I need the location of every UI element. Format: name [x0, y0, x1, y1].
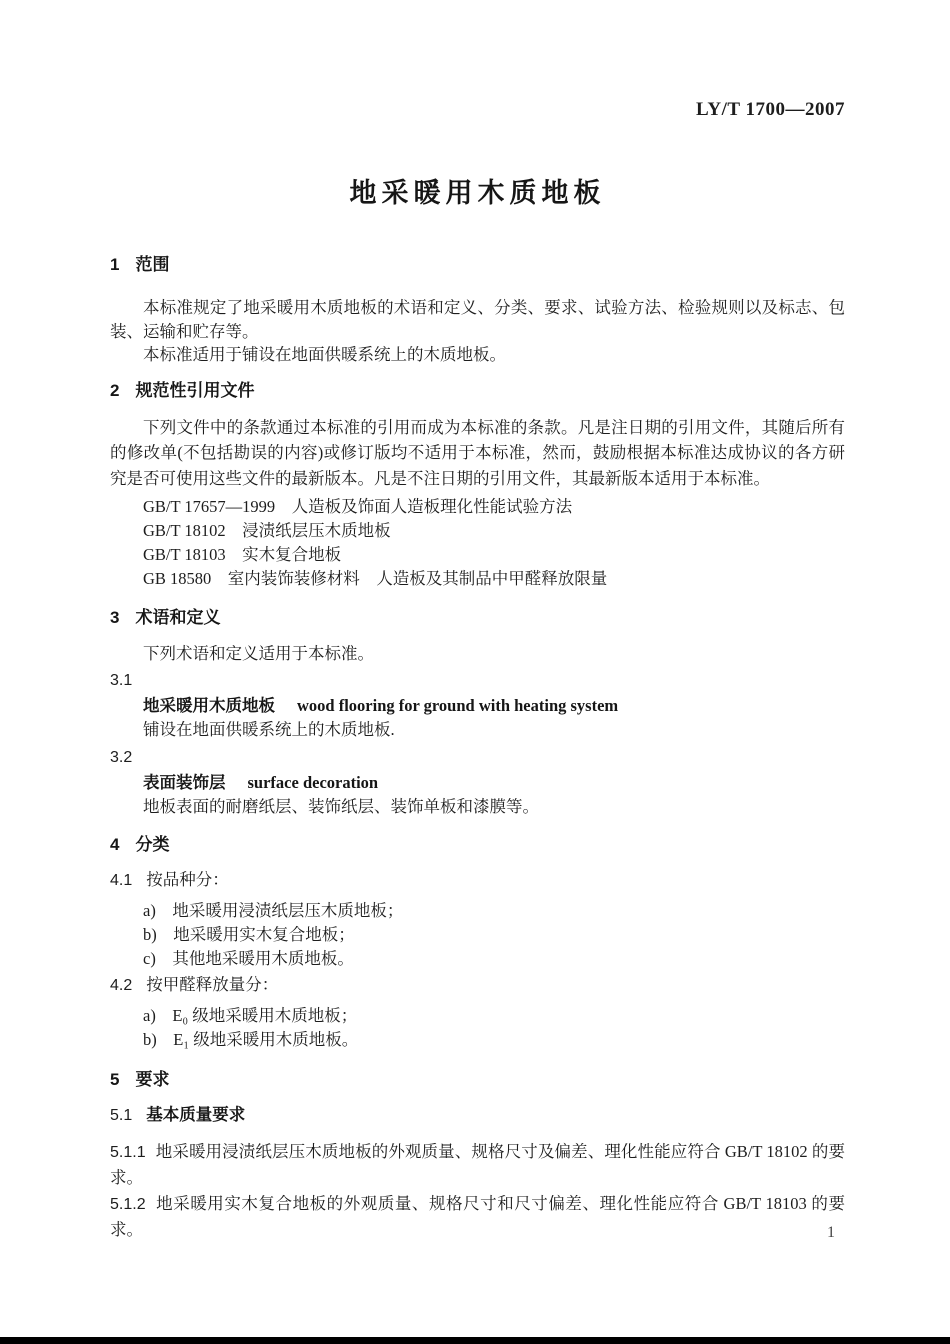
section-2-heading [110, 380, 845, 402]
section-5-label: 要求 [135, 1069, 170, 1089]
clause-4-2-label: 按甲醛释放量分： [146, 974, 279, 994]
clause-5-1-2 [110, 1191, 845, 1243]
document-content [110, 0, 845, 1243]
clause-5-1-1-number: 5.1.1 [110, 1143, 146, 1161]
clause-4-1 [110, 869, 845, 892]
section-1-paragraph: 本标准适用于铺设在地面供暖系统上的木质地板。 [143, 345, 506, 364]
standard-code: LY/T 1700—2007 [695, 99, 845, 120]
document-title: 地采暖用木质地板 [349, 178, 606, 208]
section-3-number: 3 [110, 608, 120, 627]
list-item: a) 地采暖用浸渍纸层压木质地板； [143, 900, 404, 920]
clause-5-1-2-number: 5.1.2 [110, 1195, 146, 1213]
section-3-intro: 下列术语和定义适用于本标准。 [143, 644, 374, 663]
term-3-1-number: 3.1 [110, 671, 133, 689]
section-2-paragraph: 下列文件中的条款通过本标准的引用而成为本标准的条款。凡是注日期的引用文件，其随后所有的修改单(不包括勘误的内容)或修订版均不适用于本标准，然而，鼓励根据本标准达成协议的各方研究是否可使用这些文件的最新版本。凡是不注日期的引用文件，其最新版本适用于本标准。 [110, 417, 845, 488]
section-4-label: 分类 [135, 834, 170, 854]
section-1-paragraph: 本标准规定了地采暖用木质地板的术语和定义、分类、要求、试验方法、检验规则以及标志、包装、运输和贮存等。 [110, 298, 845, 341]
section-3-heading [110, 607, 845, 629]
normative-reference: GB/T 17657—1999 人造板及饰面人造板理化性能试验方法 [143, 497, 573, 516]
section-3-label: 术语和定义 [135, 608, 221, 627]
section-1-number: 1 [110, 255, 120, 274]
clause-4-2-number: 4.2 [110, 976, 133, 994]
section-2-label: 规范性引用文件 [135, 380, 255, 400]
section-1-label: 范围 [135, 255, 170, 274]
list-item: a) E₀ 级地采暖用木质地板； [143, 1005, 358, 1025]
clause-5-1-1-text: 地采暖用浸渍纸层压木质地板的外观质量、规格尺寸及偏差、理化性能应符合 GB/T 18102 的要求。 [110, 1141, 845, 1187]
term-3-2-number: 3.2 [110, 748, 133, 766]
clause-5-1-2-text: 地采暖用实木复合地板的外观质量、规格尺寸和尺寸偏差、理化性能应符合 GB/T 18103 的要求。 [110, 1193, 845, 1239]
clause-5-1-heading [110, 1104, 845, 1127]
clause-5-1-1 [110, 1139, 845, 1191]
scan-edge-bar [0, 1337, 950, 1344]
clause-4-1-label: 按品种分： [146, 869, 229, 889]
term-3-1-chinese: 地采暖用木质地板 [143, 696, 275, 715]
term-3-1-english: wood flooring for ground with heating system [297, 695, 619, 715]
clause-4-1-number: 4.1 [110, 871, 133, 889]
section-4-number: 4 [110, 834, 120, 854]
normative-reference: GB/T 18103 实木复合地板 [143, 545, 342, 564]
normative-reference: GB/T 18102 浸渍纸层压木质地板 [143, 521, 391, 540]
list-item: c) 其他地采暖用木质地板。 [143, 948, 354, 968]
section-2-number: 2 [110, 380, 120, 400]
term-3-2-english: surface decoration [247, 772, 379, 792]
term-3-2 [110, 771, 845, 795]
normative-reference: GB 18580 室内装饰装修材料 人造板及其制品中甲醛释放限量 [143, 569, 608, 588]
list-item: b) 地采暖用实木复合地板； [143, 924, 355, 944]
clause-5-1-label: 基本质量要求 [146, 1105, 246, 1124]
list-item: b) E₁ 级地采暖用木质地板。 [143, 1029, 359, 1049]
section-4-heading [110, 834, 845, 856]
term-3-2-chinese: 表面装饰层 [143, 773, 226, 792]
section-5-heading [110, 1069, 845, 1091]
term-3-1 [110, 694, 845, 718]
section-5-number: 5 [110, 1069, 120, 1089]
clause-5-1-number: 5.1 [110, 1106, 133, 1124]
section-1-heading [110, 254, 845, 276]
page-number: 1 [827, 1224, 835, 1241]
term-3-2-definition: 地板表面的耐磨纸层、装饰纸层、装饰单板和漆膜等。 [143, 796, 539, 816]
clause-4-2 [110, 974, 845, 997]
term-3-1-definition: 铺设在地面供暖系统上的木质地板. [143, 719, 395, 739]
